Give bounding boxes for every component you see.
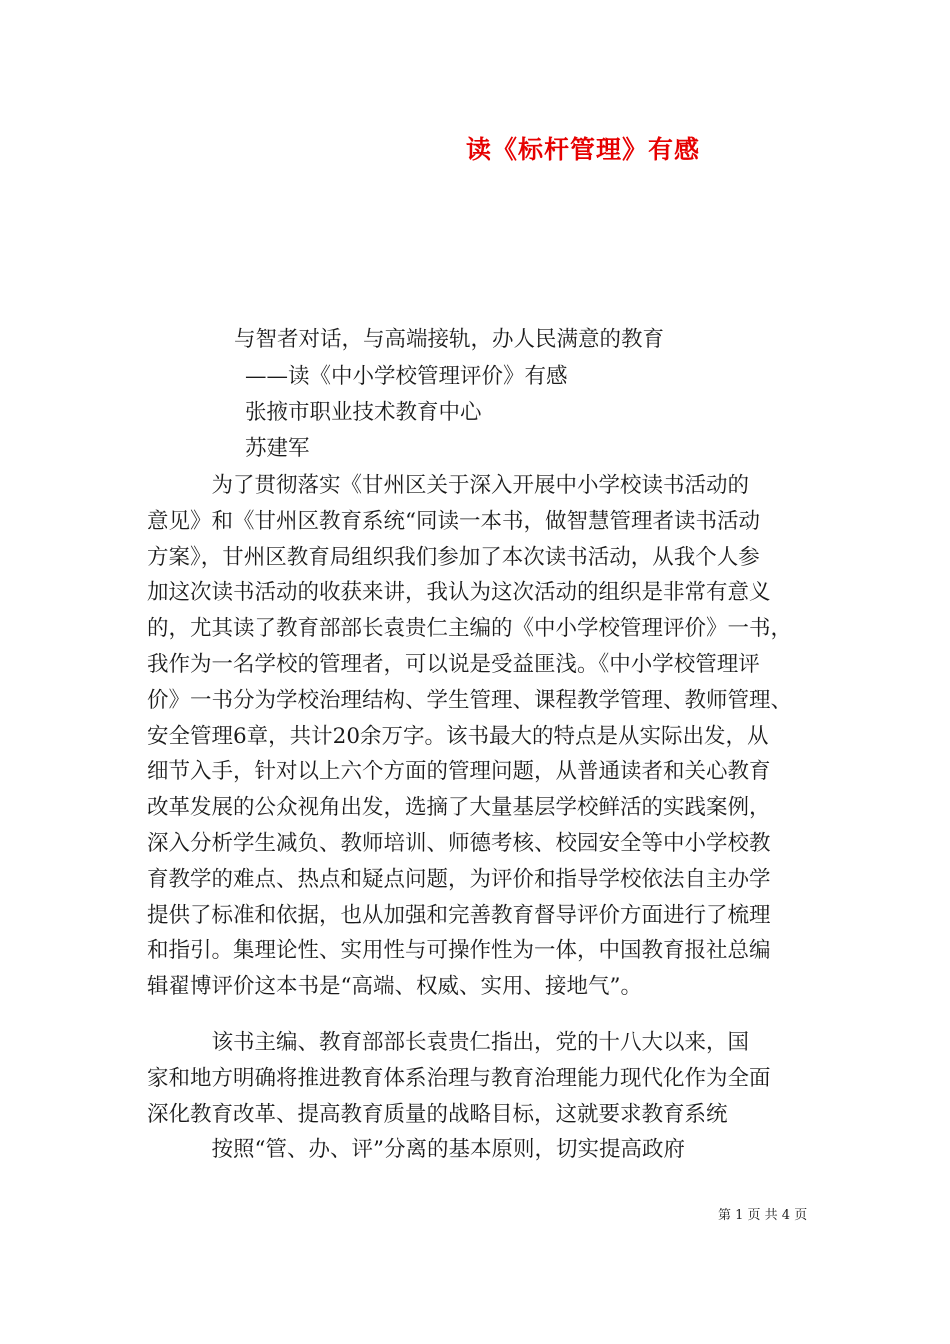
text-line: 按照“管、办、评”分离的基本原则，切实提高政府 <box>147 1137 685 1163</box>
text-line: 细节入手，针对以上六个方面的管理问题，从普通读者和关心教育 <box>147 759 771 785</box>
text-line: 该书主编、教育部部长袁贵仁指出，党的十八大以来，国 <box>147 1030 750 1055</box>
author-name: 苏建军 <box>245 436 310 461</box>
document-title: 读《标杆管理》有感 <box>465 135 700 164</box>
text-line: 的，尤其读了教育部部长袁贵仁主编的《中小学校管理评价》一书， <box>147 616 793 642</box>
text-line: 深化教育改革、提高教育质量的战略目标，这就要求教育系统 <box>147 1101 728 1127</box>
author-organization: 张掖市职业技术教育中心 <box>245 400 482 425</box>
text-line: 意见》和《甘州区教育系统“同读一本书，做智慧管理者读书活动 <box>147 508 760 534</box>
text-line: 价》一书分为学校治理结构、学生管理、课程教学管理、教师管理、 <box>147 687 793 713</box>
text-line: 深入分析学生减负、教师培训、师德考核、校园安全等中小学校教 <box>147 830 771 856</box>
text-line: 我作为一名学校的管理者，可以说是受益匪浅。《中小学校管理评 <box>147 651 760 677</box>
text-line: 安全管理6章，共计20余万字。该书最大的特点是从实际出发，从 <box>147 723 769 749</box>
text-line: 改革发展的公众视角出发，选摘了大量基层学校鲜活的实践案例， <box>147 795 771 821</box>
paragraph-1 <box>147 468 807 1005</box>
paragraph-2 <box>147 1025 807 1168</box>
text-line: 为了贯彻落实《甘州区关于深入开展中小学校读书活动的 <box>147 473 750 498</box>
subtitle-line: 与智者对话，与高端接轨，办人民满意的教育 <box>234 327 665 352</box>
page-footer: 第 1 页 共 4 页 <box>718 1208 808 1223</box>
subtitle-book-line: ——读《中小学校管理评价》有感 <box>245 364 568 389</box>
text-line: 方案》，甘州区教育局组织我们参加了本次读书活动，从我个人参 <box>147 544 760 570</box>
text-line: 育教学的难点、热点和疑点问题，为评价和指导学校依法自主办学 <box>147 866 771 892</box>
text-line: 和指引。集理论性、实用性与可操作性为一体，中国教育报社总编 <box>147 938 771 964</box>
text-line: 辑翟博评价这本书是“高端、权威、实用、接地气”。 <box>147 974 642 1000</box>
text-line: 提供了标准和依据，也从加强和完善教育督导评价方面进行了梳理 <box>147 902 771 928</box>
text-line: 家和地方明确将推进教育体系治理与教育治理能力现代化作为全面 <box>147 1065 771 1091</box>
text-line: 加这次读书活动的收获来讲，我认为这次活动的组织是非常有意义 <box>147 580 771 606</box>
